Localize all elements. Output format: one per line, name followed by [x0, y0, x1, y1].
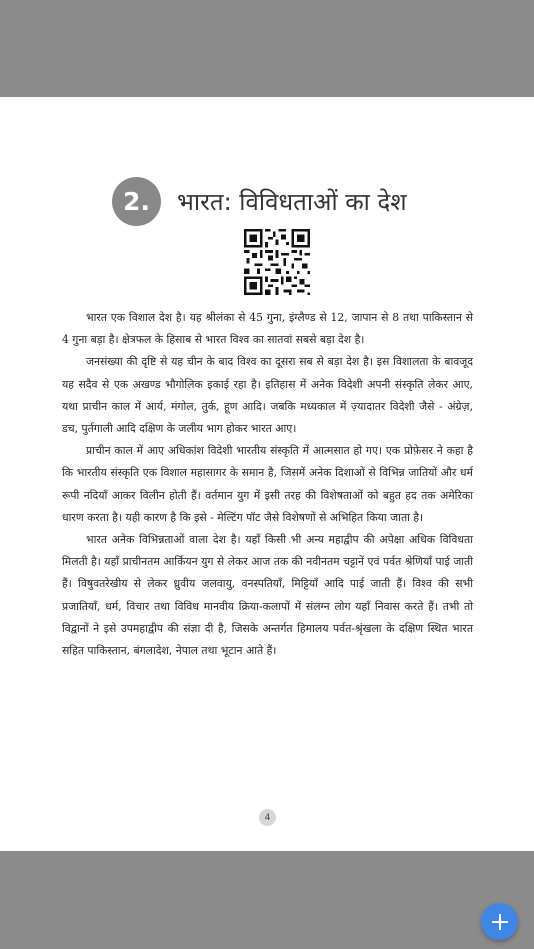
page-number: 4	[259, 809, 276, 826]
paragraph: भारत अनेक विभिन्नताओं वाला देश है। यहाँ किसी भी अन्य महाद्वीप की अपेक्षा अधिक विविधता मिलती है। यहाँ प्राचीनतम आर्कियन युग से लेकर आज तक की नवीनतम चट्टानें एवं पर्वत श्रेणियाँ पाई जाती हैं। विषुवतरेखीय से लेकर ध्रुवीय जलवायु, वनस्पतियाँ, मिट्टियाँ आदि पाई जाती हैं। विश्व की सभी प्रजातियाँ, धर्म, विचार तथा विविध मानवीय क्रिया-कलापों में संलग्न लोग यहाँ निवास करते हैं। तभी तो विद्वानों ने इसे उपमहाद्वीप की संज्ञा दी है, जिसके अन्तर्गत हिमालय पर्वत-श्रृंखला के दक्षिण स्थित भारत सहित पाकिस्तान, बंगलादेश, नेपाल तथा भूटान आते हैं।	[62, 533, 473, 658]
paragraph: प्राचीन काल में आए अधिकांश विदेशी भारतीय संस्कृति में आत्मसात हो गए। एक प्रोफ़ेसर ने कहा है कि भारतीय संस्कृति एक विशाल महासागर के समान है, जिसमें अनेक दिशाओं से विभिन्न जातियों और धर्म रूपी नदियाँ आकर विलीन होती हैं। वर्तमान युग में इसी तरह की विशेषताओं को बहुत हद तक अमेरिका धारण करता है। यही कारण है कि इसे - मेल्टिंग पॉट जैसे विशेषणों से अभिहित किया जाता है।	[62, 444, 473, 524]
document-page	[0, 97, 534, 851]
paragraph: भारत एक विशाल देश है। यह श्रीलंका से 45 गुना, इंग्लैण्ड से 12, जापान से 8 तथा पाकिस्तान से 4 गुना बड़ा है। क्षेत्रफल के हिसाब से भारत विश्व का सातवां सबसे बड़ा देश है।	[62, 311, 473, 347]
chapter-header	[112, 177, 407, 226]
chapter-title: भारत: विविधताओं का देश	[177, 188, 407, 216]
chapter-number-badge: 2.	[112, 177, 161, 226]
plus-icon	[491, 913, 509, 931]
body-text	[62, 307, 473, 662]
paragraph: जनसंख्या की दृष्टि से यह चीन के बाद विश्व का दूसरा सब से बड़ा देश है। इस विशालता के बावजूद यह सदैव से एक अखण्ड भौगोलिक इकाई रहा है। इतिहास में अनेक विदेशी अपनी संस्कृति लेकर आए, यथा प्राचीन काल में आर्य, मंगोल, तुर्क, हूण आदि। जबकि मध्यकाल में ज़्यादातर विदेशी जैसे - अंग्रेज़, डच, पुर्तगाली आदि दक्षिण के जलीय भाग होकर भारत आए।	[62, 355, 473, 436]
add-button[interactable]	[481, 903, 518, 940]
qr-code-icon	[244, 229, 310, 295]
